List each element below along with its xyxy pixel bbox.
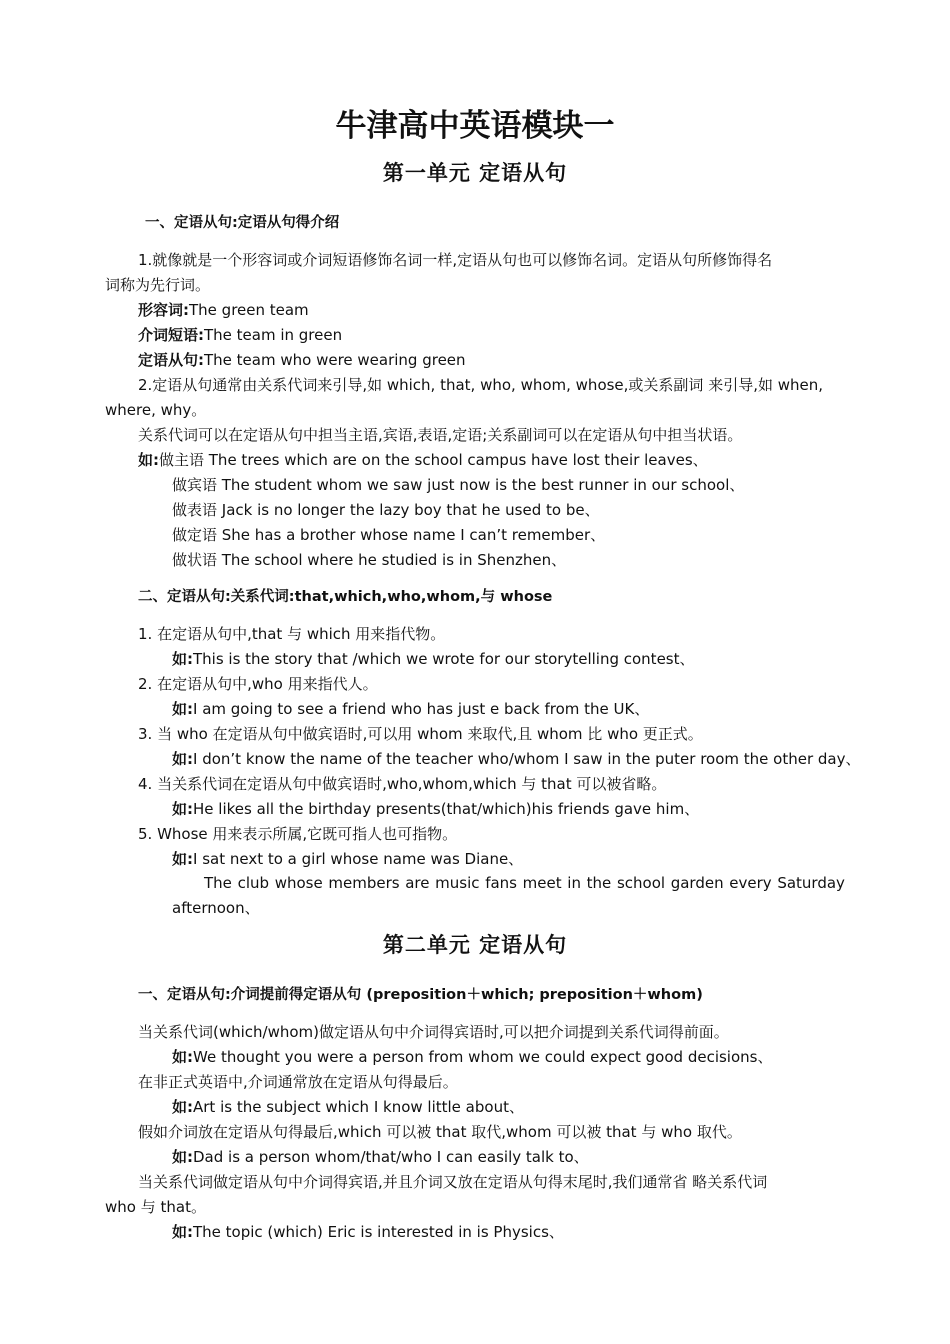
example-label: 如: — [138, 451, 159, 469]
clause-text: The team who were wearing green — [204, 351, 466, 369]
unit-2-heading: 第二单元 定语从句 — [382, 932, 568, 957]
example-2: 做宾语 The student whom we saw just now is the best runner in our school、 — [172, 476, 745, 494]
rule-4-example-text: He likes all the birthday presents(that/which)his friends gave him、 — [193, 800, 700, 818]
unit-2-paragraph-1-example-text: We thought you were a person from whom we could expect good decisions、 — [193, 1048, 773, 1066]
example-label: 如: — [172, 650, 193, 668]
example-label: 如: — [172, 1223, 193, 1241]
rule-5: 5. Whose 用来表示所属,它既可指人也可指物。 — [138, 825, 458, 843]
example-1 — [138, 450, 708, 470]
rule-3-example-text: I don’t know the name of the teacher who/whom I saw in the puter room the other day、 — [193, 750, 861, 768]
example-label: 如: — [172, 700, 193, 718]
paragraph-1-line-1: 1.就像就是一个形容词或介词短语修饰名词一样,定语从句也可以修饰名词。定语从句所修饰得名 — [138, 251, 773, 269]
word: The — [204, 874, 232, 892]
word: the — [586, 874, 612, 892]
word: members — [328, 874, 400, 892]
unit-2-paragraph-4-line-2: who 与 that。 — [105, 1198, 206, 1216]
word: fans — [485, 874, 517, 892]
word: Saturday — [777, 874, 845, 892]
example-label: 如: — [172, 1148, 193, 1166]
example-3: 做表语 Jack is no longer the lazy boy that he used to be、 — [172, 501, 600, 519]
example-1-text: 做主语 The trees which are on the school campus have lost their leaves、 — [159, 451, 708, 469]
rule-1: 1. 在定语从句中,that 与 which 用来指代物。 — [138, 625, 446, 643]
rule-2-example — [172, 699, 649, 719]
rule-4-example — [172, 799, 699, 819]
word: whose — [274, 874, 323, 892]
example-5: 做状语 The school where he studied is in Shenzhen、 — [172, 551, 567, 569]
rule-1-example-text: This is the story that /which we wrote for our storytelling contest、 — [193, 650, 695, 668]
rule-4: 4. 当关系代词在定语从句中做宾语时,who,whom,which 与 that 可以被省略。 — [138, 775, 667, 793]
word: school — [616, 874, 666, 892]
unit-2-paragraph-3-example — [172, 1147, 589, 1167]
word: club — [237, 874, 270, 892]
paragraph-2-line-2: where, why。 — [105, 401, 207, 419]
word: in — [567, 874, 581, 892]
unit-2-section-heading: 一、定语从句:介词提前得定语从句 (preposition＋which; preposition＋whom) — [138, 987, 703, 1003]
unit-2-paragraph-2-example — [172, 1097, 524, 1117]
word: music — [435, 874, 480, 892]
example-4: 做定语 She has a brother whose name I can’t remember、 — [172, 526, 606, 544]
rule-3-example — [172, 749, 861, 769]
example-label: 如: — [172, 850, 193, 868]
page-title: 牛津高中英语模块一 — [335, 108, 615, 144]
paragraph-2-line-1: 2.定语从句通常由关系代词来引导,如 which, that, who, whom, whose,或关系副词 来引导,如 when, — [138, 376, 824, 394]
unit-2-paragraph-4-example — [172, 1222, 564, 1242]
unit-2-paragraph-1-example — [172, 1047, 772, 1067]
rule-5-example-2-line-2: afternoon、 — [172, 899, 260, 917]
rule-3: 3. 当 who 在定语从句中做宾语时,可以用 whom 来取代,且 whom 比 who 更正式。 — [138, 725, 703, 743]
section-2-heading: 二、定语从句:关系代词:that,which,who,whom,与 whose — [138, 589, 553, 605]
rule-2: 2. 在定语从句中,who 用来指代人。 — [138, 675, 378, 693]
section-1-heading: 一、定语从句:定语从句得介绍 — [145, 215, 340, 231]
rule-2-example-text: I am going to see a friend who has just e back from the UK、 — [193, 700, 650, 718]
clause-label: 定语从句: — [138, 351, 204, 369]
clause-example — [138, 350, 466, 370]
word: every — [729, 874, 772, 892]
word: are — [405, 874, 430, 892]
word: meet — [522, 874, 562, 892]
example-label: 如: — [172, 750, 193, 768]
rule-5-example-2-line-1 — [204, 873, 845, 893]
rule-5-example-text: I sat next to a girl whose name was Diane、 — [193, 850, 524, 868]
unit-2-paragraph-3: 假如介词放在定语从句得最后,which 可以被 that 取代,whom 可以被 that 与 who 取代。 — [138, 1123, 742, 1141]
unit-2-paragraph-4-example-text: The topic (which) Eric is interested in is Physics、 — [193, 1223, 564, 1241]
prep-phrase-label: 介词短语: — [138, 326, 204, 344]
prep-phrase-text: The team in green — [204, 326, 343, 344]
prep-phrase-example — [138, 325, 342, 345]
paragraph-3: 关系代词可以在定语从句中担当主语,宾语,表语,定语;关系副词可以在定语从句中担当状语。 — [138, 426, 743, 444]
unit-1-heading: 第一单元 定语从句 — [382, 160, 568, 185]
example-label: 如: — [172, 1098, 193, 1116]
example-label: 如: — [172, 1048, 193, 1066]
example-label: 如: — [172, 800, 193, 818]
unit-2-paragraph-1: 当关系代词(which/whom)做定语从句中介词得宾语时,可以把介词提到关系代词得前面。 — [138, 1023, 729, 1041]
unit-2-paragraph-4-line-1: 当关系代词做定语从句中介词得宾语,并且介词又放在定语从句得末尾时,我们通常省 略关系代词 — [138, 1173, 768, 1191]
word: garden — [670, 874, 724, 892]
paragraph-1-line-2: 词称为先行词。 — [105, 276, 211, 294]
unit-2-paragraph-2-example-text: Art is the subject which I know little about、 — [193, 1098, 524, 1116]
adjective-label: 形容词: — [138, 301, 189, 319]
rule-1-example — [172, 649, 695, 669]
unit-2-paragraph-3-example-text: Dad is a person whom/that/who I can easily talk to、 — [193, 1148, 589, 1166]
rule-5-example — [172, 849, 523, 869]
unit-2-paragraph-2: 在非正式英语中,介词通常放在定语从句得最后。 — [138, 1073, 458, 1091]
adjective-example — [138, 300, 309, 320]
adjective-text: The green team — [189, 301, 309, 319]
